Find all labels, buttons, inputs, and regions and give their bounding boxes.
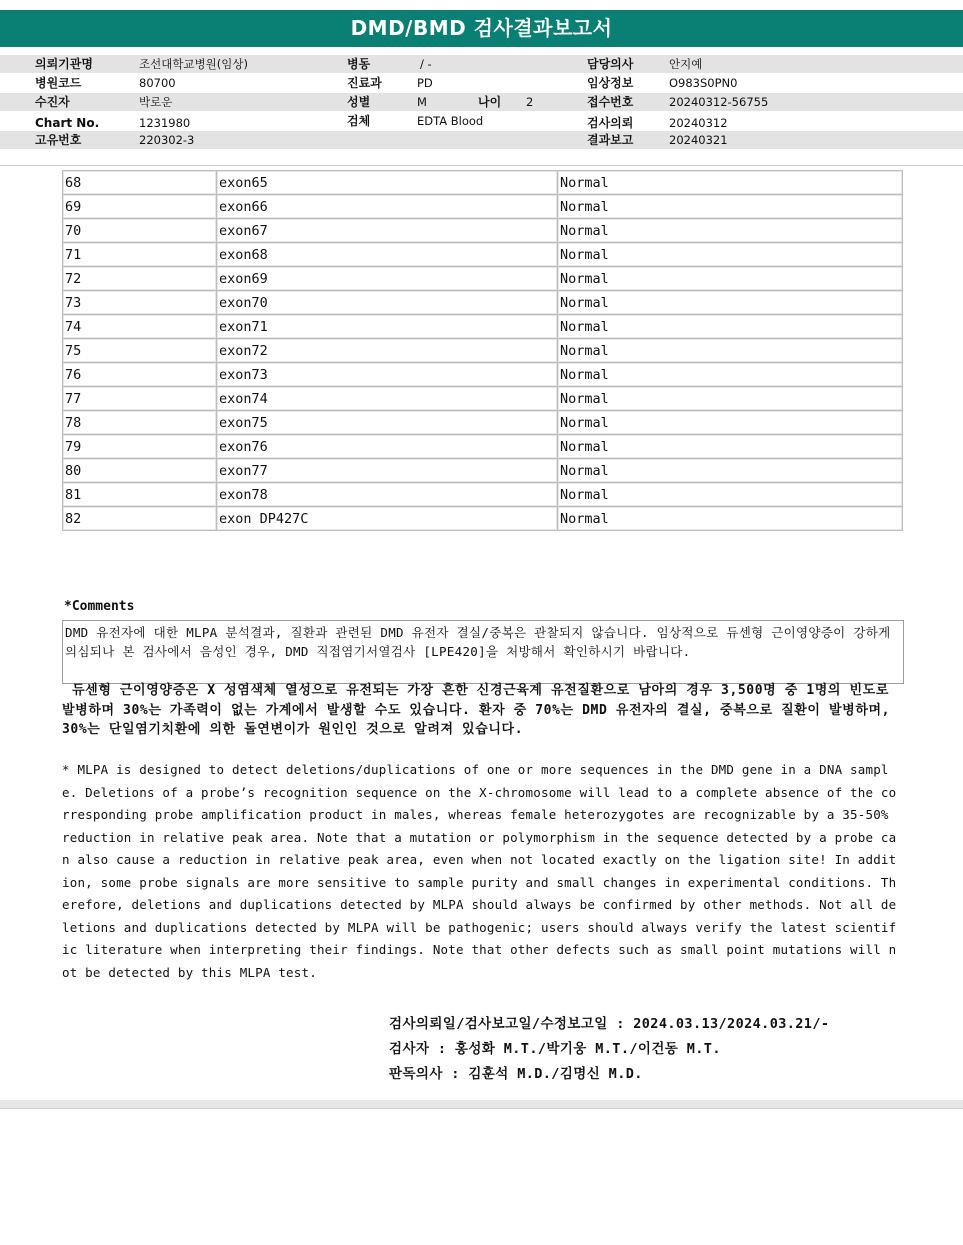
probe-number: 71 bbox=[63, 243, 217, 267]
comments-title: *Comments bbox=[64, 599, 135, 614]
probe-number: 68 bbox=[63, 171, 217, 195]
exon-name: exon77 bbox=[217, 459, 558, 483]
footer-band bbox=[0, 1100, 963, 1109]
header-value: 1231980 bbox=[139, 116, 191, 130]
result-value: Normal bbox=[558, 219, 903, 243]
header-value: 80700 bbox=[139, 76, 176, 90]
header-field-hospital-code bbox=[35, 74, 81, 92]
probe-number: 77 bbox=[63, 387, 217, 411]
header-value: 20240321 bbox=[669, 133, 728, 147]
probe-number: 82 bbox=[63, 507, 217, 531]
header-value: 220302-3 bbox=[139, 133, 195, 147]
table-row bbox=[63, 459, 903, 483]
table-row bbox=[63, 315, 903, 339]
header-label: 의뢰기관명 bbox=[35, 57, 93, 71]
exon-name: exon66 bbox=[217, 195, 558, 219]
header-label: 성별 bbox=[347, 95, 371, 109]
result-value: Normal bbox=[558, 267, 903, 291]
table-row bbox=[63, 219, 903, 243]
header-field-chart-no bbox=[35, 114, 99, 132]
exon-results-table bbox=[62, 170, 903, 531]
report-title: DMD/BMD 검사결과보고서 bbox=[0, 10, 963, 47]
result-value: Normal bbox=[558, 195, 903, 219]
header-value: 20240312 bbox=[669, 116, 728, 130]
table-row bbox=[63, 267, 903, 291]
exon-name: exon68 bbox=[217, 243, 558, 267]
header-label: 병원코드 bbox=[35, 76, 82, 90]
table-row bbox=[63, 387, 903, 411]
header-label-age: 나이 bbox=[478, 95, 502, 109]
result-value: Normal bbox=[558, 339, 903, 363]
probe-number: 72 bbox=[63, 267, 217, 291]
dmd-disease-info: 듀센형 근이영양증은 X 성염색체 열성으로 유전되는 가장 흔한 신경근육계 유전질환으로 남아의 경우 3,500명 중 1명의 빈도로 발병하며 30%는 가족력이 없는 가계에서 발생할 수도 있습니다. 환자 중 70%는 DMD 유전자의 결실, 중복으로 질환이 발병하며, 30%는 단일염기치환에 의한 돌연변이가 원인인 것으로 알려져 있습니다. bbox=[62, 683, 891, 737]
probe-number: 80 bbox=[63, 459, 217, 483]
exon-name: exon74 bbox=[217, 387, 558, 411]
table-row bbox=[63, 507, 903, 531]
patient-info-header bbox=[0, 47, 963, 166]
exon-name: exon70 bbox=[217, 291, 558, 315]
header-value: O983S0PN0 bbox=[669, 76, 738, 90]
header-label: 검사의뢰 bbox=[587, 116, 634, 130]
result-value: Normal bbox=[558, 363, 903, 387]
probe-number: 75 bbox=[63, 339, 217, 363]
examiners: 검사자 : 홍성화 M.T./박기웅 M.T./이건동 M.T. bbox=[389, 1041, 721, 1057]
report-dates: 검사의뢰일/검사보고일/수정보고일 : 2024.03.13/2024.03.21/- bbox=[389, 1016, 830, 1032]
mlpa-disclaimer: * MLPA is designed to detect deletions/duplications of one or more sequences in the DMD gene in a DNA sample. Deletions of a probe’s recognition sequence on the X-chromosome will lead to a complete absence of the corresponding probe amplification product in males, whereas female heterozygotes are recognizable by a 35-50% reduction in relative peak area. Note that a mutation or polymorphism in the sequence detected by a probe can also cause a reduction in relative peak area, even when not located exactly on the ligation site! In addition, some probe signals are more sensitive to sample purity and small changes in experimental conditions. Therefore, deletions and duplications detected by MLPA should always be confirmed by other methods. Not all deletions and duplications detected by MLPA will be pathogenic; users should always verify the latest scientific literature when interpreting their findings. Note that other defects such as small point mutations will not be detected by this MLPA test. bbox=[62, 762, 897, 980]
header-value: 박로운 bbox=[139, 95, 173, 109]
probe-number: 79 bbox=[63, 435, 217, 459]
probe-number: 81 bbox=[63, 483, 217, 507]
header-label: 결과보고 bbox=[587, 133, 634, 147]
header-label: 진료과 bbox=[347, 76, 382, 90]
table-row bbox=[63, 363, 903, 387]
table-row bbox=[63, 243, 903, 267]
header-field-patient bbox=[35, 93, 70, 111]
result-value: Normal bbox=[558, 459, 903, 483]
header-label: 검체 bbox=[347, 114, 371, 128]
result-value: Normal bbox=[558, 171, 903, 195]
header-value: M bbox=[417, 95, 427, 109]
result-value: Normal bbox=[558, 435, 903, 459]
exon-name: exon65 bbox=[217, 171, 558, 195]
table-row bbox=[63, 411, 903, 435]
probe-number: 74 bbox=[63, 315, 217, 339]
table-row bbox=[63, 339, 903, 363]
result-value: Normal bbox=[558, 507, 903, 531]
table-row bbox=[63, 291, 903, 315]
table-row bbox=[63, 195, 903, 219]
header-value: EDTA Blood bbox=[417, 114, 484, 128]
result-value: Normal bbox=[558, 483, 903, 507]
header-field-institution bbox=[35, 55, 93, 73]
exon-name: exon71 bbox=[217, 315, 558, 339]
header-value-age: 2 bbox=[526, 95, 534, 109]
exon-name: exon73 bbox=[217, 363, 558, 387]
header-value: 안지예 bbox=[669, 57, 703, 71]
result-value: Normal bbox=[558, 315, 903, 339]
table-row bbox=[63, 171, 903, 195]
header-value: 조선대학교병원(임상) bbox=[139, 57, 248, 71]
header-field-unique-no bbox=[35, 131, 81, 149]
header-label: 접수번호 bbox=[587, 95, 634, 109]
header-label: 담당의사 bbox=[587, 57, 634, 71]
comments-box: DMD 유전자에 대한 MLPA 분석결과, 질환과 관련된 DMD 유전자 결실/중복은 관찰되지 않습니다. 임상적으로 듀센형 근이영양증이 강하게 의심되나 본 검사에서 음성인 경우, DMD 직접염기서열검사 [LPE420]을 처방해서 확인하시기 바랍니다. bbox=[62, 620, 904, 684]
result-value: Normal bbox=[558, 387, 903, 411]
header-label: Chart No. bbox=[35, 116, 100, 130]
header-label: 병동 bbox=[347, 57, 371, 71]
probe-number: 78 bbox=[63, 411, 217, 435]
exon-name: exon67 bbox=[217, 219, 558, 243]
result-value: Normal bbox=[558, 291, 903, 315]
probe-number: 73 bbox=[63, 291, 217, 315]
header-label: 수진자 bbox=[35, 95, 70, 109]
exon-name: exon76 bbox=[217, 435, 558, 459]
probe-number: 76 bbox=[63, 363, 217, 387]
exon-name: exon75 bbox=[217, 411, 558, 435]
exon-name: exon72 bbox=[217, 339, 558, 363]
result-value: Normal bbox=[558, 411, 903, 435]
header-value: 20240312-56755 bbox=[669, 95, 769, 109]
header-value: PD bbox=[417, 76, 433, 90]
probe-number: 69 bbox=[63, 195, 217, 219]
header-value: / - bbox=[420, 57, 432, 71]
reading-doctors: 판독의사 : 김훈석 M.D./김명신 M.D. bbox=[389, 1066, 643, 1082]
exon-name: exon78 bbox=[217, 483, 558, 507]
result-value: Normal bbox=[558, 243, 903, 267]
exon-name: exon69 bbox=[217, 267, 558, 291]
table-row bbox=[63, 435, 903, 459]
header-label: 고유번호 bbox=[35, 133, 82, 147]
table-row bbox=[63, 483, 903, 507]
exon-name: exon DP427C bbox=[217, 507, 558, 531]
header-label: 임상정보 bbox=[587, 76, 634, 90]
probe-number: 70 bbox=[63, 219, 217, 243]
